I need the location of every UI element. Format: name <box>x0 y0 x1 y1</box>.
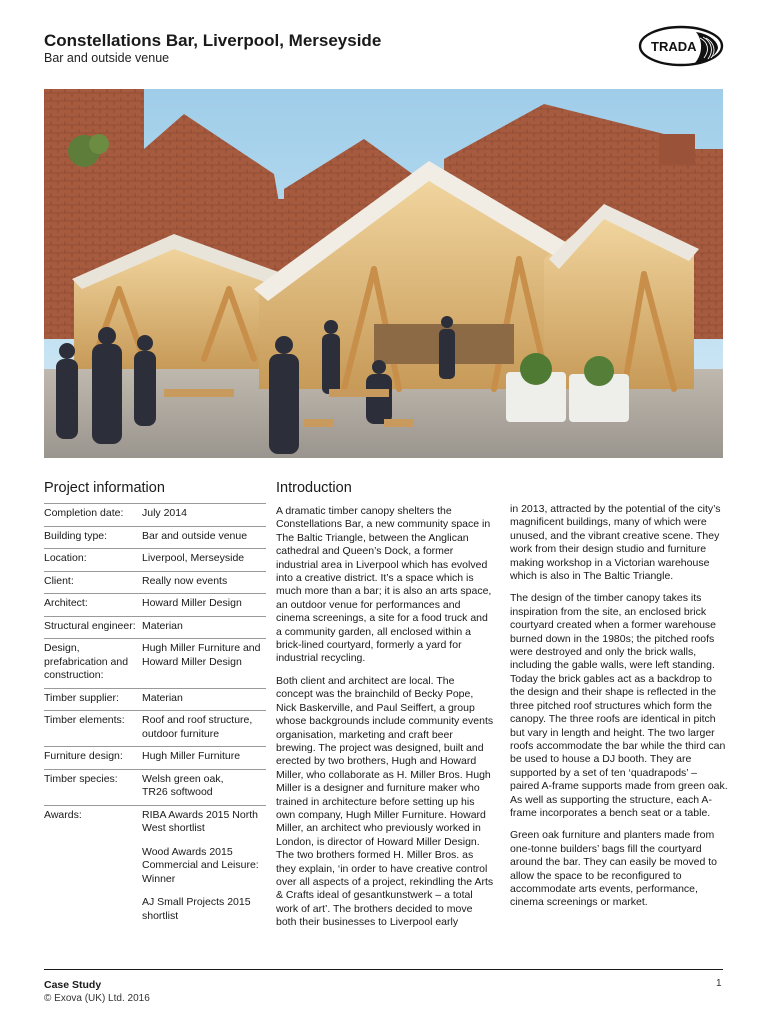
info-row <box>44 571 266 594</box>
intro-paragraph: Both client and architect are local. The concept was the brainchild of Becky Pope, Nick Baskerville, and Paul Seiffert, a group whose backgrounds include community events organisation, marketing and craft beer brewing. The project was designed, built and erected by two brothers, Hugh and Howard Miller, who collaborate as H. Miller Bros. Hugh Miller is a designer and furniture maker who trained in architecture before setting up his own company, Hugh Miller Furniture. Howard Miller, an architect who previously worked in London, is director of Howard Miller Design. The two brothers formed H. Miller Bros. as they explain, ‘in order to have creative control over all aspects of a project, rekindling the Arts & Crafts ideal of gesantkunstwerk – a total work of art’. The brothers decided to move both their businesses to Liverpool early <box>276 674 494 929</box>
info-label: Furniture design: <box>44 747 142 770</box>
info-row-awards <box>44 805 266 928</box>
info-value: Roof and roof structure, outdoor furniture <box>142 711 266 747</box>
footer-divider <box>44 969 723 970</box>
logo-text: TRADA <box>651 39 697 54</box>
info-label: Timber species: <box>44 769 142 805</box>
info-label: Timber supplier: <box>44 688 142 711</box>
info-label: Structural engineer: <box>44 616 142 639</box>
info-label: Location: <box>44 549 142 572</box>
info-row <box>44 504 266 527</box>
introduction-heading: Introduction <box>276 480 352 496</box>
award-item: Wood Awards 2015 Commercial and Leisure: Winner <box>142 845 259 885</box>
info-label: Awards: <box>44 808 82 821</box>
info-label: Architect: <box>44 594 142 617</box>
info-value: Hugh Miller Furniture <box>142 747 266 770</box>
info-label: Design, prefabrication and construction: <box>44 639 142 689</box>
info-label: Building type: <box>44 526 142 549</box>
intro-paragraph: The design of the timber canopy takes its inspiration from the site, an enclosed brick courtyard created when a former warehouse burned down in the 1980s; the pitched roofs were destroyed and only the brick walls, including the gable walls, were left standing. Today the brick gables act as a backdrop to the design and their shape is reflected in the three pitched roof structures which form the canopy. The three roofs are identical in pitch but vary in length and height. The two larger roofs accommodate the bar while the third can be used to house a DJ booth. They are supported by a set of ten ‘quadrapods’ – paired A-frame supports made from green oak. As well as supporting the structure, each A-frame incorporates a bench seat or a table. <box>510 592 728 819</box>
info-value: Really now events <box>142 571 266 594</box>
awards-list <box>142 805 266 928</box>
footer-copyright: © Exova (UK) Ltd. 2016 <box>44 993 150 1004</box>
info-row <box>44 639 266 689</box>
info-row <box>44 711 266 747</box>
page-title: Constellations Bar, Liverpool, Merseyside <box>44 31 382 50</box>
hero-photo <box>44 89 723 458</box>
intro-paragraph: A dramatic timber canopy shelters the Constellations Bar, a new community space in The Baltic Triangle, between the Anglican cathedral and Queen’s Dock, a former industrial area in Liverpool which has evolved into a creative district. It’s a space which is much more than a bar; it is also an arts space, an outdoor venue for performances and cinema screenings, a site for a food truck and a community garden, all enclosed within a brick-lined courtyard, formerly a yard for industrial recycling. <box>276 505 492 665</box>
info-row <box>44 769 266 805</box>
info-row <box>44 688 266 711</box>
info-row <box>44 616 266 639</box>
page-number: 1 <box>716 978 722 989</box>
info-row <box>44 526 266 549</box>
info-value: Materian <box>142 616 266 639</box>
award-item: AJ Small Projects 2015 shortlist <box>142 896 251 922</box>
info-value: Liverpool, Merseyside <box>142 549 266 572</box>
info-value: Bar and outside venue <box>142 526 266 549</box>
intro-column-2 <box>510 503 728 919</box>
info-value: July 2014 <box>142 504 266 527</box>
award-item: RIBA Awards 2015 North West shortlist <box>142 808 258 834</box>
project-info-table <box>44 503 266 928</box>
info-value: Materian <box>142 688 266 711</box>
info-value: Howard Miller Design <box>142 594 266 617</box>
info-label: Completion date: <box>44 504 142 527</box>
info-row <box>44 747 266 770</box>
intro-column-1 <box>276 505 494 939</box>
info-label: Timber elements: <box>44 711 142 747</box>
info-row <box>44 594 266 617</box>
footer-label: Case Study <box>44 979 102 991</box>
intro-paragraph: in 2013, attracted by the potential of the city’s magnificent buildings, many of which were unused, and the vibrant creative scene. They work from their design studio and furniture making workshop in a Victorian warehouse which is also in The Baltic Triangle. <box>510 503 721 583</box>
info-value: Hugh Miller Furniture and Howard Miller Design <box>142 639 266 689</box>
info-label: Client: <box>44 571 142 594</box>
info-row <box>44 549 266 572</box>
trada-logo <box>638 24 724 68</box>
project-info-heading: Project information <box>44 480 165 496</box>
info-value: Welsh green oak, TR26 softwood <box>142 769 266 805</box>
intro-paragraph: Green oak furniture and planters made from one-tonne builders’ bags fill the courtyard around the bar. They can easily be moved to allow the space to be reconfigured to accommodate arts events, performance, cinema screenings or market. <box>510 829 718 909</box>
page-subtitle: Bar and outside venue <box>44 51 170 65</box>
